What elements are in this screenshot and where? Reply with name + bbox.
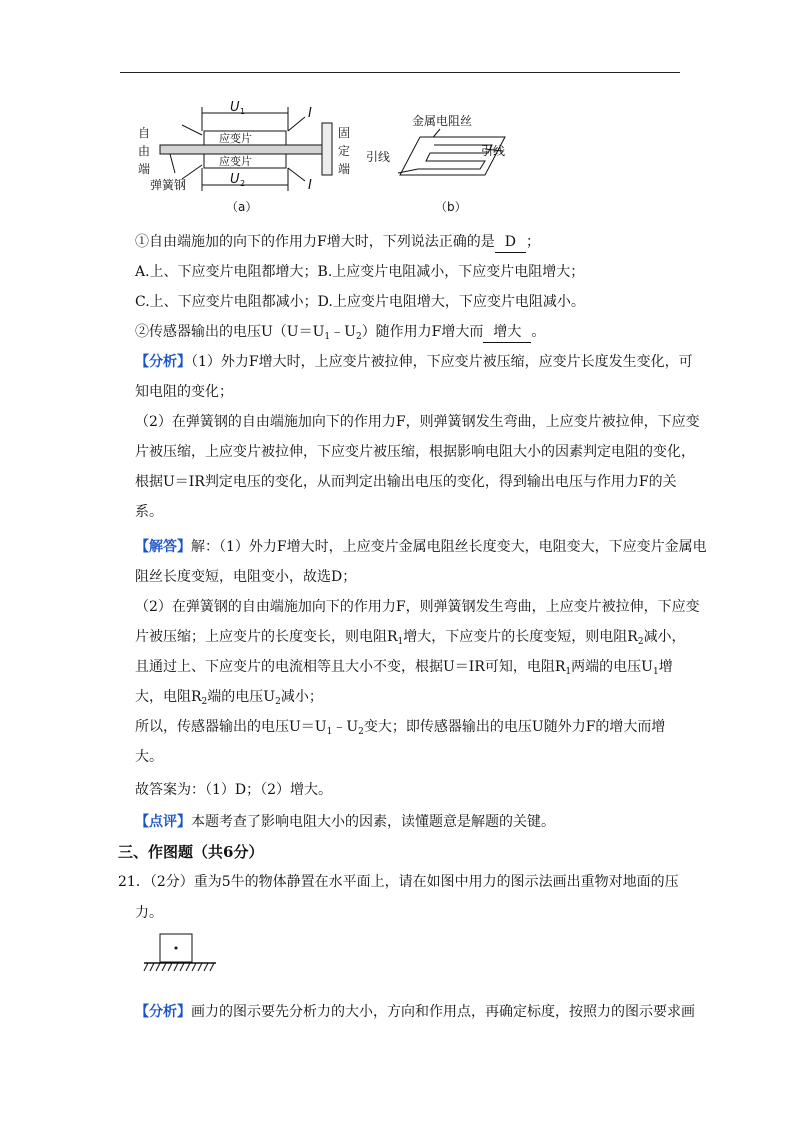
fixed-end-char-1: 固 <box>338 126 351 140</box>
solution-4b: 增大，下应变片的长度变短，则电阻R <box>403 629 638 645</box>
strain-gauge-figure <box>130 95 510 220</box>
solution-line-8: 大。 <box>135 749 163 765</box>
question-2-line <box>135 322 545 347</box>
u1-subscript-2: 1 <box>652 667 659 677</box>
strain-gauge-diagram <box>130 95 510 220</box>
question-1-answer: D <box>495 232 526 253</box>
question-1-prompt: ①自由端施加的向下的作用力F增大时，下列说法正确的是 <box>135 234 495 250</box>
solution-tag: 【解答】 <box>135 539 191 555</box>
solution-line-7 <box>135 717 665 742</box>
top-strip-label: 应变片 <box>219 132 252 145</box>
metal-wire-label: 金属电阻丝 <box>412 114 473 128</box>
r2-subscript: 2 <box>637 637 644 647</box>
analysis-text-1: （1）外力F增大时，上应变片被拉伸，下应变片被压缩，应变片长度发生变化，可 <box>191 354 693 370</box>
question-21-line-1: 21．（2分）重为5牛的物体静置在水平面上，请在如图中用力的图示法画出重物对地面的压 <box>118 874 679 890</box>
question-2-after: ）随作用力F增大而 <box>361 324 484 340</box>
ground-hatching <box>144 963 214 971</box>
analysis-line-1 <box>135 352 693 372</box>
solution-line-3: （2）在弹簧钢的自由端施加向下的作用力F，则弹簧钢发生弯曲，上应变片被拉伸，下应变 <box>135 599 700 615</box>
solution-line-6 <box>135 687 323 712</box>
comment-tag: 【点评】 <box>135 814 191 830</box>
bottom-strip-label: 应变片 <box>219 155 252 168</box>
solution-7a: 所以，传感器输出的电压U＝U <box>135 719 327 735</box>
analysis-line-2: 知电阻的变化； <box>135 384 233 400</box>
question-2-answer: 增大 <box>483 322 531 343</box>
solution-6c: 减小； <box>280 689 323 705</box>
u2-subscript-2: 2 <box>275 697 281 707</box>
lead-left-label: 引线 <box>366 150 391 164</box>
question-2-prompt: ②传感器输出的电压U（U＝U <box>135 324 325 340</box>
solution-line-9: 故答案为：（1）D；（2）增大。 <box>135 782 333 798</box>
free-end-char-3: 端 <box>138 162 151 176</box>
solution-6a: 大，电阻R <box>135 689 202 705</box>
fixed-end-char-2: 定 <box>338 144 351 158</box>
current-top-label: I <box>308 106 312 121</box>
spring-steel-bar <box>160 145 328 154</box>
comment-text: 本题考查了影响电阻大小的因素，读懂题意是解题的关键。 <box>191 814 555 830</box>
solution-line-1 <box>135 537 707 557</box>
options-cd: C.上、下应变片电阻都减小；D.上应变片电阻增大，下应变片电阻减小。 <box>135 294 585 310</box>
analysis-line-4: 片被压缩，上应变片被拉伸，下应变片被压缩，根据影响电阻大小的因素判定电阻的变化， <box>135 444 695 460</box>
u1-subscript: 1 <box>324 332 331 342</box>
solution-4a: 片被压缩；上应变片的长度变长，则电阻R <box>135 629 398 645</box>
free-end-char-2: 由 <box>138 144 151 158</box>
u2-label: U <box>230 172 240 187</box>
caption-a: （a） <box>226 200 258 214</box>
block-on-ground-diagram <box>140 930 220 975</box>
u1-label: U <box>230 100 240 115</box>
analysis-line-3: （2）在弹簧钢的自由端施加向下的作用力F，则弹簧钢发生弯曲，上应变片被拉伸，下应变 <box>135 414 700 430</box>
u1-subscript-3: 1 <box>326 727 333 737</box>
lead-right-label: 引线 <box>480 144 505 158</box>
free-end-char-1: 自 <box>138 126 151 140</box>
analysis-line-5: 根据U＝IR判定电压的变化，从而判定出输出电压的变化，得到输出电压与作用力F的关 <box>135 474 677 490</box>
solution-7b: ﹣U <box>332 719 359 735</box>
solution-line-2: 阻丝长度变短，电阻变小，故选D； <box>135 569 357 585</box>
solution-line-5 <box>135 657 673 682</box>
caption-b: （b） <box>435 200 467 214</box>
solution-5c: 增 <box>658 659 673 675</box>
question-21-line-2: 力。 <box>135 905 163 921</box>
solution-line-4 <box>135 627 686 652</box>
header-rule <box>120 72 680 73</box>
comment-line <box>135 812 555 832</box>
solution-5a: 且通过上、下应变片的电流相等且大小不变，根据U＝IR可知，电阻R <box>135 659 566 675</box>
current-bottom-label: I <box>308 178 312 193</box>
question-2-mid: ﹣U <box>330 324 356 340</box>
question-1-end: ； <box>525 234 540 250</box>
fixed-end-block <box>322 123 332 175</box>
question-1-line <box>135 232 540 253</box>
analysis-2-line <box>135 1002 695 1022</box>
u1-sub: 1 <box>240 107 246 116</box>
u2-subscript-3: 2 <box>358 727 364 737</box>
fixed-end-char-3: 端 <box>338 162 351 176</box>
options-ab: A.上、下应变片电阻都增大；B.上应变片电阻减小，下应变片电阻增大； <box>135 264 585 280</box>
analysis-tag: 【分析】 <box>135 354 191 370</box>
spring-steel-label: 弹簧钢 <box>150 178 187 192</box>
analysis-2-tag: 【分析】 <box>135 1004 191 1020</box>
u2-sub: 2 <box>240 179 246 188</box>
section-heading: 三、作图题（共6分） <box>118 843 264 861</box>
r1-subscript-2: 1 <box>565 667 572 677</box>
solution-6b: 端的电压U <box>207 689 276 705</box>
question-2-end: 。 <box>531 324 546 340</box>
analysis-line-6: 系。 <box>135 504 163 520</box>
solution-7c: 变大；即传感器输出的电压U随外力F的增大而增 <box>363 719 666 735</box>
solution-text-1: 解：（1）外力F增大时，上应变片金属电阻丝长度变大，电阻变大，下应变片金属电 <box>191 539 707 555</box>
solution-5b: 两端的电压U <box>571 659 653 675</box>
r1-subscript: 1 <box>397 637 404 647</box>
u2-subscript: 2 <box>355 332 362 342</box>
block-center-dot <box>175 947 178 950</box>
r2-subscript-2: 2 <box>201 697 208 707</box>
analysis-2-text: 画力的图示要先分析力的大小，方向和作用点，再确定标度，按照力的图示要求画 <box>191 1004 695 1020</box>
solution-4c: 减小， <box>643 629 686 645</box>
block-on-ground-figure <box>140 930 220 975</box>
